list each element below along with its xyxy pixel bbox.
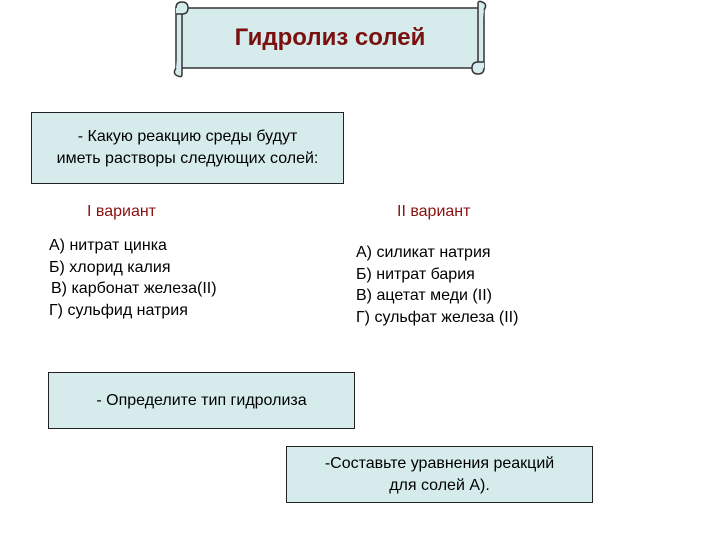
- equations-line-2: для солей А).: [389, 476, 490, 494]
- task-box: [48, 372, 355, 429]
- variant-1-list: [49, 235, 217, 321]
- question-box: [31, 112, 344, 184]
- question-line-2: иметь растворы следующих солей:: [56, 150, 319, 167]
- list-item: А) нитрат цинка: [49, 237, 167, 254]
- title-scroll-banner: [166, 0, 494, 78]
- list-item: В) ацетат меди (II): [356, 287, 492, 304]
- page-title: Гидролиз солей: [234, 24, 426, 51]
- list-item: А) силикат натрия: [356, 244, 491, 261]
- task-text: - Определите тип гидролиза: [96, 391, 307, 409]
- list-item: Б) хлорид калия: [49, 258, 171, 276]
- list-item: Г) сульфид натрия: [49, 301, 188, 319]
- equations-box: [286, 446, 593, 503]
- equations-line-1: -Составьте уравнения реакций: [324, 454, 555, 472]
- variant-1-heading: I вариант: [87, 203, 157, 220]
- list-item: Б) нитрат бария: [356, 265, 475, 283]
- variant-2-list: [356, 242, 518, 328]
- list-item: В) карбонат железа(II): [51, 280, 217, 297]
- list-item: Г) сульфат железа (II): [356, 308, 519, 326]
- variant-2-heading: II вариант: [397, 203, 471, 220]
- question-line-1: - Какую реакцию среды будут: [77, 128, 298, 145]
